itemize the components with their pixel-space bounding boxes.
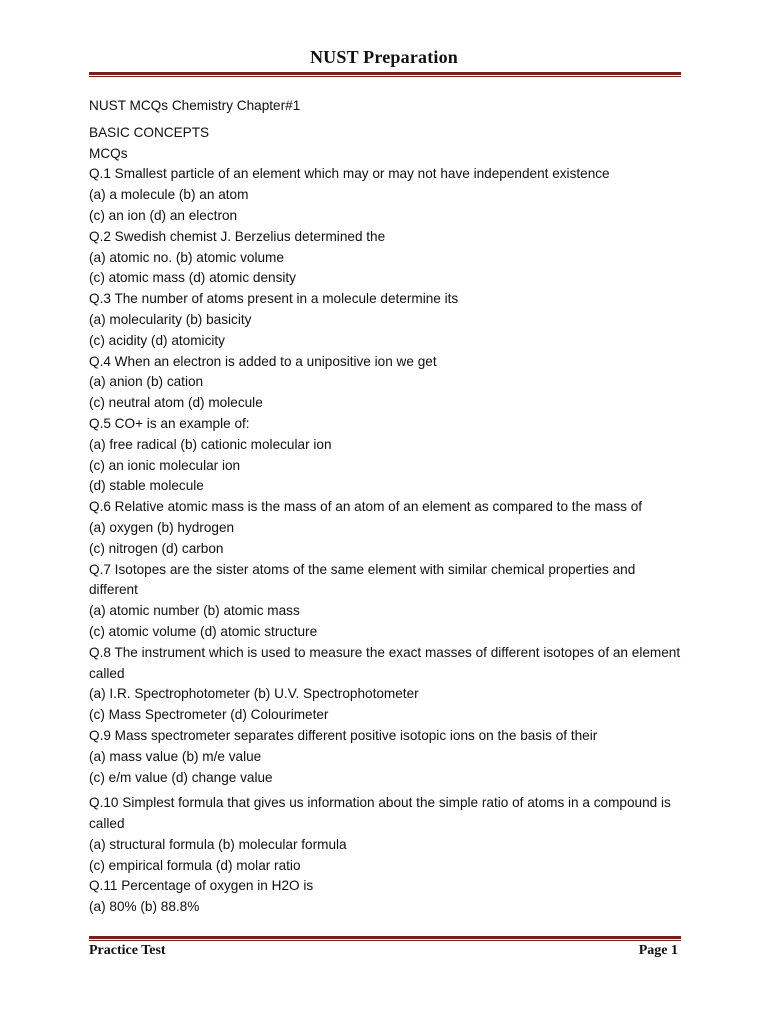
question-10-options-ab: (a) structural formula (b) molecular formula xyxy=(89,836,347,852)
question-4-options-ab: (a) anion (b) cation xyxy=(89,374,204,390)
question-9: Q.9 Mass spectrometer separates different positive isotopic ions on the basis of their xyxy=(89,727,598,743)
question-4: Q.4 When an electron is added to a unipositive ion we get xyxy=(89,353,437,369)
header-divider-thin xyxy=(89,76,681,77)
question-4-options-cd: (c) neutral atom (d) molecule xyxy=(89,395,263,411)
question-5-options-ab: (a) free radical (b) cationic molecular ion xyxy=(89,436,332,452)
question-1: Q.1 Smallest particle of an element which may or may not have independent existence xyxy=(89,166,610,182)
question-7-options-cd: (c) atomic volume (d) atomic structure xyxy=(89,623,318,639)
question-2: Q.2 Swedish chemist J. Berzelius determined the xyxy=(89,228,386,244)
question-11-options-ab: (a) 80% (b) 88.8% xyxy=(89,899,200,915)
document-body xyxy=(89,96,684,918)
question-2-options-ab: (a) atomic no. (b) atomic volume xyxy=(89,249,284,265)
page-number: Page 1 xyxy=(638,943,678,958)
question-6-options-ab: (a) oxygen (b) hydrogen xyxy=(89,519,235,535)
question-10: Q.10 Simplest formula that gives us information about the simple ratio of atoms in a compound is called xyxy=(89,795,671,832)
footer-label: Practice Test xyxy=(89,943,166,958)
question-8-options-ab: (a) I.R. Spectrophotometer (b) U.V. Spectrophotometer xyxy=(89,686,419,702)
question-5-option-c: (c) an ionic molecular ion xyxy=(89,457,241,473)
question-6: Q.6 Relative atomic mass is the mass of an atom of an element as compared to the mass of xyxy=(89,499,643,515)
question-8-options-cd: (c) Mass Spectrometer (d) Colourimeter xyxy=(89,707,329,723)
footer-divider-thick xyxy=(89,936,681,939)
header-divider-thick xyxy=(89,72,681,75)
footer-divider-thin xyxy=(89,940,681,941)
page-header-title: NUST Preparation xyxy=(309,47,459,67)
question-8: Q.8 The instrument which is used to measure the exact masses of different isotopes of an element called xyxy=(89,644,681,681)
document-title: NUST MCQs Chemistry Chapter#1 xyxy=(89,98,301,113)
question-6-options-cd: (c) nitrogen (d) carbon xyxy=(89,540,224,556)
question-5-option-d: (d) stable molecule xyxy=(89,478,204,494)
question-1-options-ab: (a) a molecule (b) an atom xyxy=(89,187,249,203)
section-heading: BASIC CONCEPTS xyxy=(89,124,210,140)
question-3: Q.3 The number of atoms present in a molecule determine its xyxy=(89,291,459,307)
question-11: Q.11 Percentage of oxygen in H2O is xyxy=(89,878,314,894)
question-9-options-ab: (a) mass value (b) m/e value xyxy=(89,748,262,764)
question-7-options-ab: (a) atomic number (b) atomic mass xyxy=(89,603,300,619)
question-9-options-cd: (c) e/m value (d) change value xyxy=(89,769,273,785)
question-3-options-ab: (a) molecularity (b) basicity xyxy=(89,311,252,327)
question-10-options-cd: (c) empirical formula (d) molar ratio xyxy=(89,857,301,873)
question-3-options-cd: (c) acidity (d) atomicity xyxy=(89,332,225,348)
question-1-options-cd: (c) an ion (d) an electron xyxy=(89,207,238,223)
question-2-options-cd: (c) atomic mass (d) atomic density xyxy=(89,270,296,286)
subsection-heading: MCQs xyxy=(89,145,128,161)
question-5: Q.5 CO+ is an example of: xyxy=(89,415,250,431)
question-7: Q.7 Isotopes are the sister atoms of the same element with similar chemical properties and different xyxy=(89,561,636,598)
